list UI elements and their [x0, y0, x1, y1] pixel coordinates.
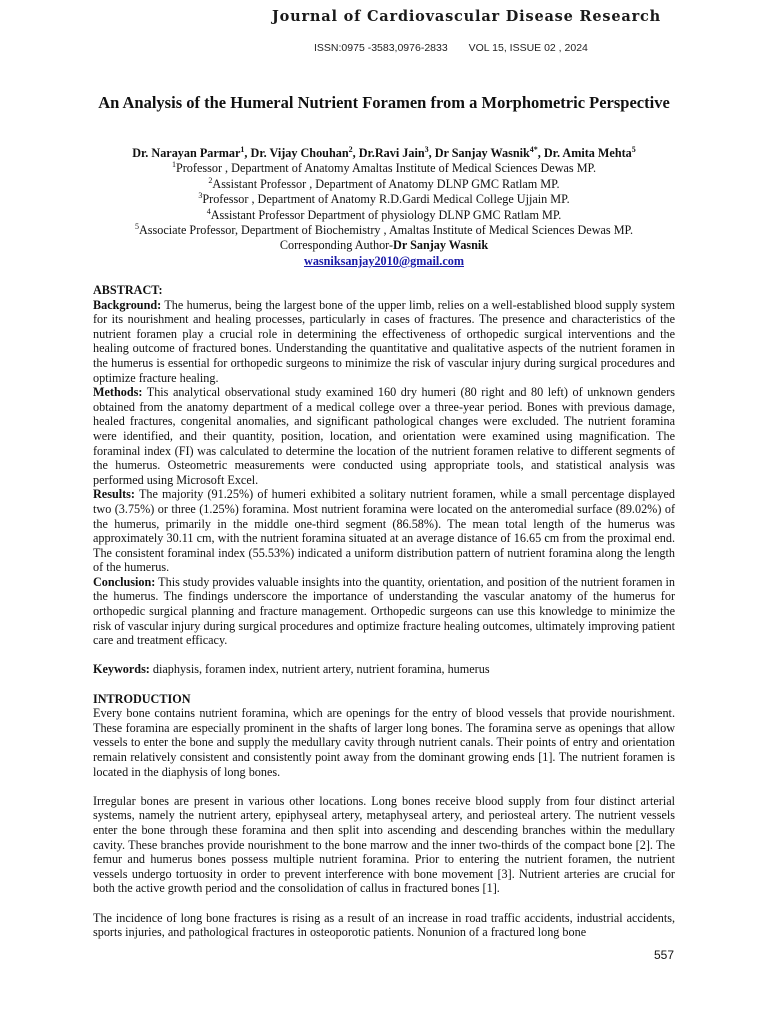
affiliation-text: Associate Professor, Department of Biochemistry , Amaltas Institute of Medical Sciences Dewas MP. — [138, 223, 633, 238]
affiliation-text: Assistant Professor , Department of Anatomy DLNP GMC Ratlam MP. — [212, 176, 560, 191]
introduction-heading: INTRODUCTION — [93, 691, 191, 706]
background-text: The humerus, being the largest bone of the upper limb, relies on a well-established blood supply system for its nourishment and healing processes, particularly in cases of fractures. The presence and characteristics of the nutrient foramen play a crucial role in determining the effectiveness of orthopedic surgical interventions and the healing outcome of fractured bones. Understanding the quantitative and qualitative aspects of the nutrient foramen in the humerus is essential for orthopedic surgeons to minimize the risk of vascular injury during surgical procedures and optimize fracture healing. — [93, 297, 675, 385]
affiliation-sup: 3 — [198, 191, 203, 201]
issn-line — [314, 42, 606, 54]
keywords-label: Keywords: — [93, 662, 150, 677]
author-name: Dr. Vijay Chouhan — [250, 146, 349, 160]
results-label: Results: — [93, 487, 135, 502]
results-text: The majority (91.25%) of humeri exhibited a solitary nutrient foramen, while a small percentage displayed two (3.75%) or three (1.25%) foramina. Most nutrient foramina were located on the anteromedial surface (89.02%) of the humerus, primarily in the middle one-third segment (86.58%). The mean total length of the humerus was approximately 30.11 cm, with the nutrient foramina situated at an average distance of 16.65 cm from the proximal end. The consistent foraminal index (55.53%) indicated a uniform distribution pattern of nutrient foramina along the length of the humerus. — [93, 487, 676, 575]
affiliation — [92, 208, 676, 223]
paper-title: An Analysis of the Humeral Nutrient Foramen from a Morphometric Perspective — [98, 93, 670, 112]
conclusion-label: Conclusion: — [93, 574, 156, 589]
author-sup: 1 — [240, 144, 245, 154]
affiliation-sup: 1 — [171, 160, 176, 170]
volume-issue: VOL 15, ISSUE 02 , 2024 — [468, 42, 588, 54]
author-sup: 4* — [529, 144, 538, 154]
conclusion-text: This study provides valuable insights into the quantity, orientation, and position of the nutrient foramen in the humerus. The findings underscore the importance of understanding the vascular anatomy of the humerus for orthopedic surgical planning and fracture management. Orthopedic surgeons can use this knowledge to minimize the risk of vascular injury during surgical procedures and optimize fracture healing outcomes, ultimately improving patient care and treatment efficacy. — [93, 574, 675, 648]
author-name: Dr.Ravi Jain — [358, 146, 425, 160]
intro-paragraph: Irregular bones are present in various other locations. Long bones receive blood supply from four distinct arterial systems, namely the nutrient artery, epiphyseal artery, metaphyseal artery, and periosteal artery. The nutrient vessels enter the bone through these foramina and then split into ascending and descending branches within the medullary cavity. These branches provide nourishment to the bone marrow and the inner two-thirds of the compact bone [2]. The femur and humerus bones possess multiple nutrient foramina. Prior to entering the nutrient foramen, the nutrient vessels undergo tortuosity in order to prevent interference with bone movement [3]. Nutrient arteries are crucial for both the active growth period and the consolidation of callus in fractured bones [1]. — [93, 793, 675, 896]
affiliation-sup: 4 — [206, 206, 211, 216]
abstract-conclusion — [93, 575, 675, 648]
corresponding-label: Corresponding Author- — [279, 238, 394, 253]
abstract-background — [93, 298, 675, 386]
corresponding-author — [92, 238, 676, 253]
affiliation — [92, 192, 676, 207]
author-list: Dr. Narayan Parmar$^1$, Dr. Vijay Chouhan$^2$, Dr.Ravi Jain$^3$, Dr Sanjay Wasnik$^{4*}$, Dr. Amita Mehta$^5$ — [132, 144, 636, 160]
author-name: Dr Sanjay Wasnik — [434, 146, 530, 160]
author-name: Dr. Narayan Parmar — [132, 146, 241, 160]
page-number: 557 — [654, 948, 675, 962]
author-sup: 3 — [424, 144, 429, 154]
abstract-results — [93, 487, 675, 575]
affiliation-text: Professor , Department of Anatomy R.D.Gardi Medical College Ujjain MP. — [202, 192, 570, 207]
abstract-heading: ABSTRACT: — [93, 283, 163, 297]
background-label: Background: — [93, 297, 162, 312]
affiliation — [92, 223, 676, 238]
journal-name: Journal of Cardiovascular Disease Research — [272, 8, 661, 25]
corresponding-name: Dr Sanjay Wasnik — [393, 238, 489, 253]
keywords-text: diaphysis, foramen index, nutrient artery, nutrient foramina, humerus — [152, 662, 490, 677]
affiliation-sup: 2 — [208, 175, 213, 185]
intro-paragraph: Every bone contains nutrient foramina, which are openings for the entry of blood vessels that provide nourishment. These foramina are especially prominent in the shafts of larger long bones. The foramina serve as openings that allow vessels to enter the bone and supply the medullary cavity through nutrient canals. Their points of entry and orientation remain relatively consistent and consistently point away from the dominant growing ends [1]. The nutrient foramen is located in the diaphysis of long bones. — [93, 706, 675, 779]
author-sup: 2 — [348, 144, 353, 154]
authors-block — [92, 146, 676, 269]
author-sup: 5 — [631, 144, 636, 154]
intro-paragraph: The incidence of long bone fractures is rising as a result of an increase in road traffic accidents, industrial accidents, sports injuries, and pathological fractures in osteoporotic patients. Nonunion of a fractured long bone — [93, 910, 675, 940]
corresponding-email-link[interactable]: wasniksanjay2010@gmail.com — [304, 253, 464, 268]
affiliation-sup: 5 — [134, 221, 139, 231]
abstract-methods — [93, 385, 675, 487]
affiliation — [92, 177, 676, 192]
affiliation-text: Assistant Professor Department of physiology DLNP GMC Ratlam MP. — [210, 207, 562, 222]
issn: ISSN:0975 -3583,0976-2833 — [314, 42, 448, 54]
author-name: Dr. Amita Mehta — [543, 146, 632, 160]
main-body — [93, 283, 675, 940]
affiliation-text: Professor , Department of Anatomy Amaltas Institute of Medical Sciences Dewas MP. — [175, 161, 597, 176]
methods-label: Methods: — [93, 385, 143, 400]
methods-text: This analytical observational study examined 160 dry humeri (80 right and 80 left) of unknown genders obtained from the anatomy department of a medical college over a three-year period. Bones with previous damage, healed fractures, congenital anomalies, and significant pathological changes were excluded. The nutrient foramina were identified, and their quantity, position, location, and orientation were examined using magnification. The foraminal index (FI) was calculated to determine the location of the nutrient foramen relative to different segments of the humerus. Osteometric measurements were conducted using appropriate tools, and statistical analysis was performed using Microsoft Excel. — [93, 385, 675, 487]
keywords — [93, 662, 675, 677]
affiliation — [92, 161, 676, 176]
